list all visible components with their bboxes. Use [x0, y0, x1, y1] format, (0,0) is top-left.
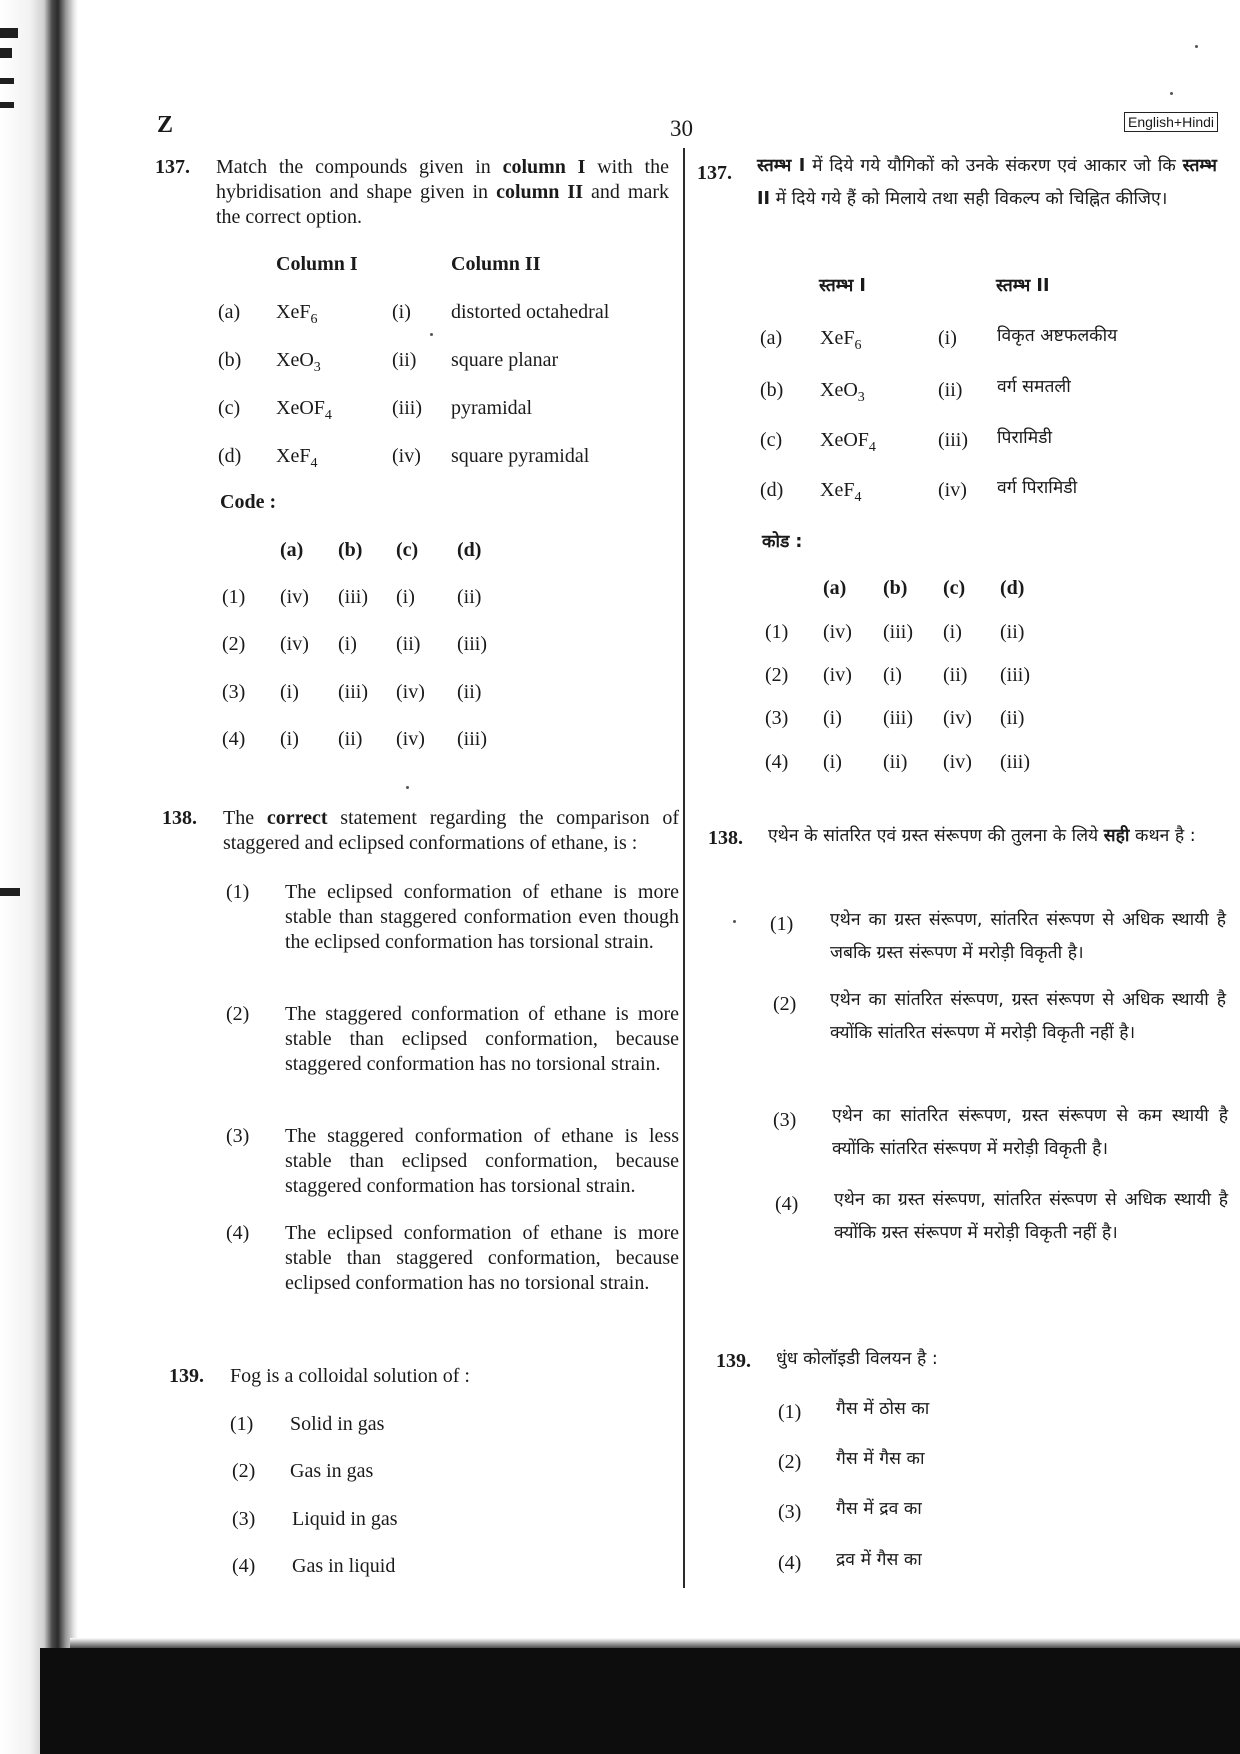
- option-text: The eclipsed conformation of ethane is more stable than staggered conformation even though the eclipsed conformation has torsional strain.: [285, 881, 679, 953]
- shape-text: distorted octahedral: [451, 301, 610, 323]
- option-number: (3): [232, 1508, 256, 1530]
- code-header: (b): [338, 539, 363, 561]
- scan-bottom-band: [40, 1648, 1240, 1754]
- option-number: (2): [778, 1451, 802, 1473]
- code-value: (i): [943, 621, 962, 643]
- roman-label: (i): [392, 301, 411, 323]
- column-header: स्तम्भ I: [819, 276, 866, 296]
- question-number: 139.: [169, 1365, 204, 1387]
- option-text: द्रव में गैस का: [836, 1550, 922, 1570]
- formula: XeOF$_4$: [276, 397, 332, 423]
- option-text: Gas in liquid: [292, 1555, 396, 1577]
- option-number: (3): [222, 681, 246, 703]
- scan-speck: [1195, 45, 1198, 48]
- roman-label: (iii): [938, 429, 968, 451]
- code-value: (iv): [396, 728, 425, 750]
- question-number: 137.: [155, 156, 190, 178]
- code-value: (iii): [338, 586, 368, 608]
- option-number: (1): [770, 913, 794, 935]
- shape-text: pyramidal: [451, 397, 533, 419]
- option-text: The eclipsed conformation of ethane is more stable than staggered conformation, because eclipsed conformation has no torsional strain.: [285, 1222, 679, 1294]
- code-value: (iii): [457, 633, 487, 655]
- code-value: (ii): [883, 751, 908, 773]
- option-text: एथेन का ग्रस्त संरूपण, सांतरित संरूपण से अधिक स्थायी है क्योंकि ग्रस्त संरूपण में मरोड़ी विकृती नहीं है।: [834, 1190, 1228, 1243]
- row-label: (a): [218, 301, 241, 323]
- option-number: (4): [775, 1193, 799, 1215]
- row-label: (c): [760, 429, 783, 451]
- code-label: कोड :: [762, 532, 803, 552]
- binding-mark: [0, 102, 14, 108]
- scan-speck: [1170, 92, 1173, 95]
- formula: XeO$_3$: [820, 379, 865, 405]
- code-value: (iv): [823, 621, 852, 643]
- column-header: स्तम्भ II: [996, 276, 1050, 296]
- code-value: (iv): [280, 633, 309, 655]
- question-text: धुंध कोलॉइडी विलयन है :: [776, 1349, 938, 1369]
- option-text: गैस में गैस का: [836, 1449, 925, 1469]
- code-value: (ii): [338, 728, 363, 750]
- shape-text: विकृत अष्टफलकीय: [997, 326, 1118, 346]
- option-text: एथेन का ग्रस्त संरूपण, सांतरित संरूपण से अधिक स्थायी है जबकि ग्रस्त संरूपण में मरोड़ी विकृती है।: [830, 910, 1226, 963]
- question-text: The correct statement regarding the comparison of staggered and eclipsed conformations of ethane, is :: [223, 807, 679, 854]
- option-number: (4): [232, 1555, 256, 1577]
- code-value: (iv): [943, 751, 972, 773]
- code-header: (a): [280, 539, 304, 561]
- option-number: (3): [226, 1125, 250, 1147]
- option-number: (4): [778, 1552, 802, 1574]
- code-value: (i): [823, 707, 842, 729]
- question-number: 137.: [697, 162, 732, 184]
- formula: XeF$_6$: [820, 327, 862, 353]
- option-number: (4): [765, 751, 789, 773]
- option-number: (4): [226, 1222, 250, 1244]
- page-number: 30: [670, 116, 693, 141]
- binding-mark: [0, 888, 20, 896]
- scan-speck: [406, 786, 409, 789]
- option-number: (2): [232, 1460, 256, 1482]
- roman-label: (ii): [392, 349, 417, 371]
- option-text: Solid in gas: [290, 1413, 385, 1435]
- column-header: Column II: [451, 253, 541, 275]
- language-badge: English+Hindi: [1124, 112, 1218, 132]
- code-value: (ii): [396, 633, 421, 655]
- code-value: (i): [823, 751, 842, 773]
- shape-text: पिरामिडी: [997, 428, 1053, 448]
- scan-speck: [733, 920, 736, 923]
- formula: XeO$_3$: [276, 349, 321, 375]
- option-number: (2): [773, 993, 797, 1015]
- roman-label: (iv): [392, 445, 421, 467]
- roman-label: (iii): [392, 397, 422, 419]
- question-number: 139.: [716, 1350, 751, 1372]
- question-number: 138.: [708, 827, 743, 849]
- row-label: (c): [218, 397, 241, 419]
- option-number: (1): [778, 1401, 802, 1423]
- binding-mark: [0, 78, 14, 84]
- code-value: (ii): [457, 586, 482, 608]
- roman-label: (i): [938, 327, 957, 349]
- shape-text: square pyramidal: [451, 445, 590, 467]
- shape-text: वर्ग पिरामिडी: [997, 478, 1078, 498]
- question-text: Fog is a colloidal solution of :: [230, 1365, 470, 1387]
- code-value: (ii): [457, 681, 482, 703]
- column-divider: [683, 148, 685, 1588]
- option-text: एथेन का सांतरित संरूपण, ग्रस्त संरूपण से कम स्थायी है क्योंकि सांतरित संरूपण में मरोड़ी विकृती है।: [832, 1106, 1228, 1159]
- option-number: (2): [765, 664, 789, 686]
- shape-text: square planar: [451, 349, 559, 371]
- code-header: (c): [943, 577, 966, 599]
- code-value: (iii): [1000, 664, 1030, 686]
- shape-text: वर्ग समतली: [997, 377, 1071, 397]
- code-header: (d): [1000, 577, 1025, 599]
- option-number: (2): [226, 1003, 250, 1025]
- code-value: (i): [883, 664, 902, 686]
- code-label: Code :: [220, 491, 277, 513]
- row-label: (a): [760, 327, 783, 349]
- option-number: (1): [765, 621, 789, 643]
- formula: XeOF$_4$: [820, 429, 876, 455]
- code-value: (i): [396, 586, 415, 608]
- code-value: (iii): [457, 728, 487, 750]
- code-value: (iii): [1000, 751, 1030, 773]
- code-value: (iii): [338, 681, 368, 703]
- code-value: (i): [280, 681, 299, 703]
- code-header: (d): [457, 539, 482, 561]
- code-value: (iv): [280, 586, 309, 608]
- roman-label: (iv): [938, 479, 967, 501]
- option-text: Gas in gas: [290, 1460, 374, 1482]
- question-number: 138.: [162, 807, 197, 829]
- scan-speck: [430, 333, 433, 336]
- option-text: गैस में द्रव का: [836, 1499, 922, 1519]
- row-label: (d): [760, 479, 784, 501]
- option-text: The staggered conformation of ethane is less stable than eclipsed conformation, because staggered conformation has torsional strain.: [285, 1125, 679, 1197]
- option-number: (3): [778, 1501, 802, 1523]
- question-text: स्तम्भ I में दिये गये यौगिकों को उनके संकरण एवं आकार जो कि स्तम्भ II में दिये गये हैं को मिलाये तथा सही विकल्प को चिह्नित कीजिए।: [757, 156, 1217, 209]
- option-number: (3): [765, 707, 789, 729]
- question-text: एथेन के सांतरित एवं ग्रस्त संरूपण की तुलना के लिये सही कथन है :: [768, 826, 1196, 846]
- option-number: (3): [773, 1109, 797, 1131]
- formula: XeF$_4$: [820, 479, 862, 505]
- option-number: (1): [222, 586, 246, 608]
- option-text: Liquid in gas: [292, 1508, 398, 1530]
- code-value: (ii): [1000, 621, 1025, 643]
- formula: XeF$_6$: [276, 301, 318, 327]
- code-value: (ii): [943, 664, 968, 686]
- option-number: (1): [230, 1413, 254, 1435]
- option-text: The staggered conformation of ethane is more stable than eclipsed conformation, because staggered conformation has no torsional strain.: [285, 1003, 679, 1075]
- binding-mark: [0, 28, 18, 38]
- code-header: (b): [883, 577, 908, 599]
- code-value: (iii): [883, 621, 913, 643]
- option-text: गैस में ठोस का: [836, 1399, 930, 1419]
- code-value: (iv): [823, 664, 852, 686]
- code-header: (a): [823, 577, 847, 599]
- code-value: (iii): [883, 707, 913, 729]
- binding-mark: [0, 48, 12, 58]
- row-label: (d): [218, 445, 242, 467]
- option-number: (4): [222, 728, 246, 750]
- code-value: (ii): [1000, 707, 1025, 729]
- code-value: (i): [280, 728, 299, 750]
- row-label: (b): [218, 349, 242, 371]
- code-value: (i): [338, 633, 357, 655]
- question-text: Match the compounds given in column I with the hybridisation and shape given in column II and mark the correct option.: [216, 156, 670, 228]
- formula: XeF$_4$: [276, 445, 318, 471]
- option-number: (1): [226, 881, 250, 903]
- binding-shadow: [0, 0, 78, 1754]
- row-label: (b): [760, 379, 784, 401]
- paper-code: Z: [157, 112, 174, 138]
- option-text: एथेन का सांतरित संरूपण, ग्रस्त संरूपण से अधिक स्थायी है क्योंकि सांतरित संरूपण में मरोड़ी विकृती नहीं है।: [830, 990, 1226, 1043]
- roman-label: (ii): [938, 379, 963, 401]
- code-value: (iv): [943, 707, 972, 729]
- column-header: Column I: [276, 253, 358, 275]
- option-number: (2): [222, 633, 246, 655]
- code-header: (c): [396, 539, 419, 561]
- code-value: (iv): [396, 681, 425, 703]
